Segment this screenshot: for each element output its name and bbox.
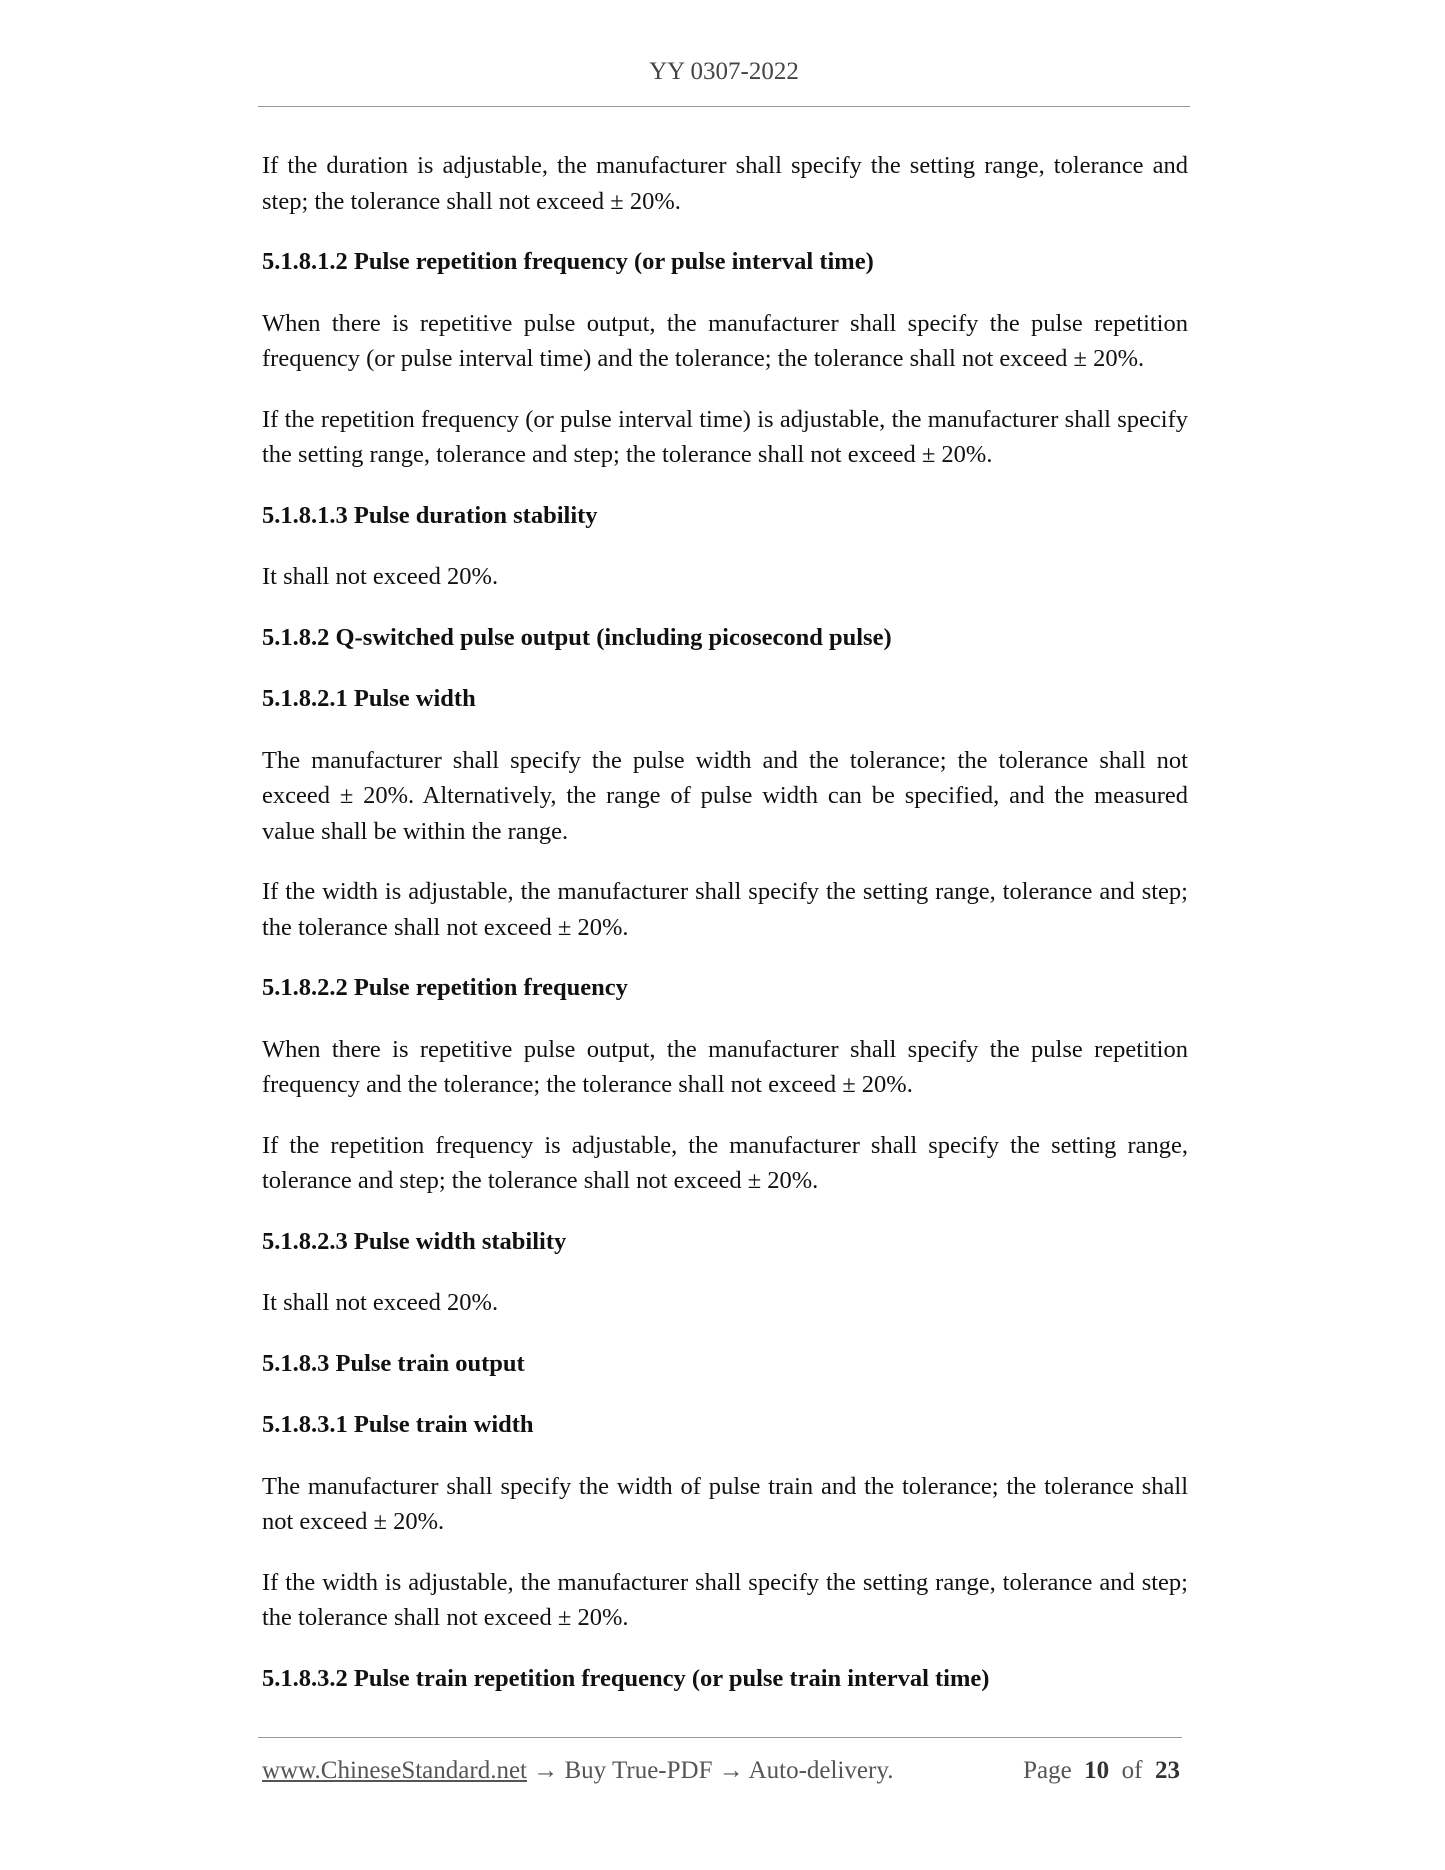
section-heading: 5.1.8.2.2 Pulse repetition frequency: [262, 974, 628, 1001]
header-divider: [258, 106, 1190, 107]
paragraph: If the duration is adjustable, the manufacturer shall specify the setting range, tolerance and step; the tolerance shall not exceed ± 20%.: [262, 152, 1188, 215]
total-pages: 23: [1155, 1757, 1180, 1784]
section-heading: 5.1.8.2.3 Pulse width stability: [262, 1227, 567, 1255]
footer-divider: [258, 1737, 1182, 1738]
buy-pdf-text: Buy True-PDF: [564, 1757, 713, 1784]
document-id: YY 0307-2022: [649, 58, 799, 85]
site-link[interactable]: www.ChineseStandard.net: [262, 1757, 527, 1784]
paragraph: It shall not exceed 20%.: [262, 1289, 499, 1316]
page-number: 10: [1084, 1757, 1110, 1784]
arrow-right-icon: →: [533, 1757, 559, 1784]
paragraph: When there is repetitive pulse output, the manufacturer shall specify the pulse repetition frequency and the tolerance; the tolerance shall not exceed ± 20%.: [262, 1035, 1188, 1098]
document-header: [258, 58, 1190, 86]
section-heading: 5.1.8.2.1 Pulse width: [262, 685, 476, 712]
section-heading: 5.1.8.2 Q-switched pulse output (including picosecond pulse): [262, 623, 892, 651]
paragraph: If the width is adjustable, the manufacturer shall specify the setting range, tolerance and step; the tolerance shall not exceed ± 20%.: [262, 878, 1188, 941]
section-heading: 5.1.8.1.2 Pulse repetition frequency (or pulse interval time): [262, 248, 874, 275]
paragraph: If the repetition frequency (or pulse interval time) is adjustable, the manufacturer shall specify the setting range, tolerance and step; the tolerance shall not exceed ± 20%.: [262, 405, 1188, 468]
paragraph: If the repetition frequency is adjustable, the manufacturer shall specify the setting range, tolerance and step; the tolerance shall not exceed ± 20%.: [262, 1131, 1188, 1194]
paragraph: The manufacturer shall specify the pulse width and the tolerance; the tolerance shall not exceed ± 20%. Alternatively, the range of pulse width can be specified, and the measured value shall be within the range.: [262, 746, 1188, 845]
section-heading: 5.1.8.3.2 Pulse train repetition frequency (or pulse train interval time): [262, 1664, 990, 1692]
section-heading: 5.1.8.3 Pulse train output: [262, 1349, 525, 1377]
paragraph: It shall not exceed 20%.: [262, 563, 499, 590]
section-heading: 5.1.8.3.1 Pulse train width: [262, 1411, 534, 1438]
document-body: [262, 148, 1188, 1722]
page-label: Page: [1023, 1757, 1072, 1784]
auto-delivery-text: Auto-delivery.: [748, 1757, 894, 1784]
paragraph: When there is repetitive pulse output, the manufacturer shall specify the pulse repetition frequency (or pulse interval time) and the tolerance; the tolerance shall not exceed ± 20%.: [262, 309, 1188, 372]
footer-promo: [262, 1757, 893, 1785]
of-label: of: [1121, 1757, 1143, 1784]
section-heading: 5.1.8.1.3 Pulse duration stability: [262, 501, 598, 529]
paragraph: If the width is adjustable, the manufacturer shall specify the setting range, tolerance and step; the tolerance shall not exceed ± 20%.: [262, 1568, 1188, 1631]
page-indicator: [1023, 1757, 1180, 1785]
paragraph: The manufacturer shall specify the width of pulse train and the tolerance; the tolerance shall not exceed ± 20%.: [262, 1472, 1188, 1535]
arrow-right-icon: →: [718, 1757, 744, 1784]
